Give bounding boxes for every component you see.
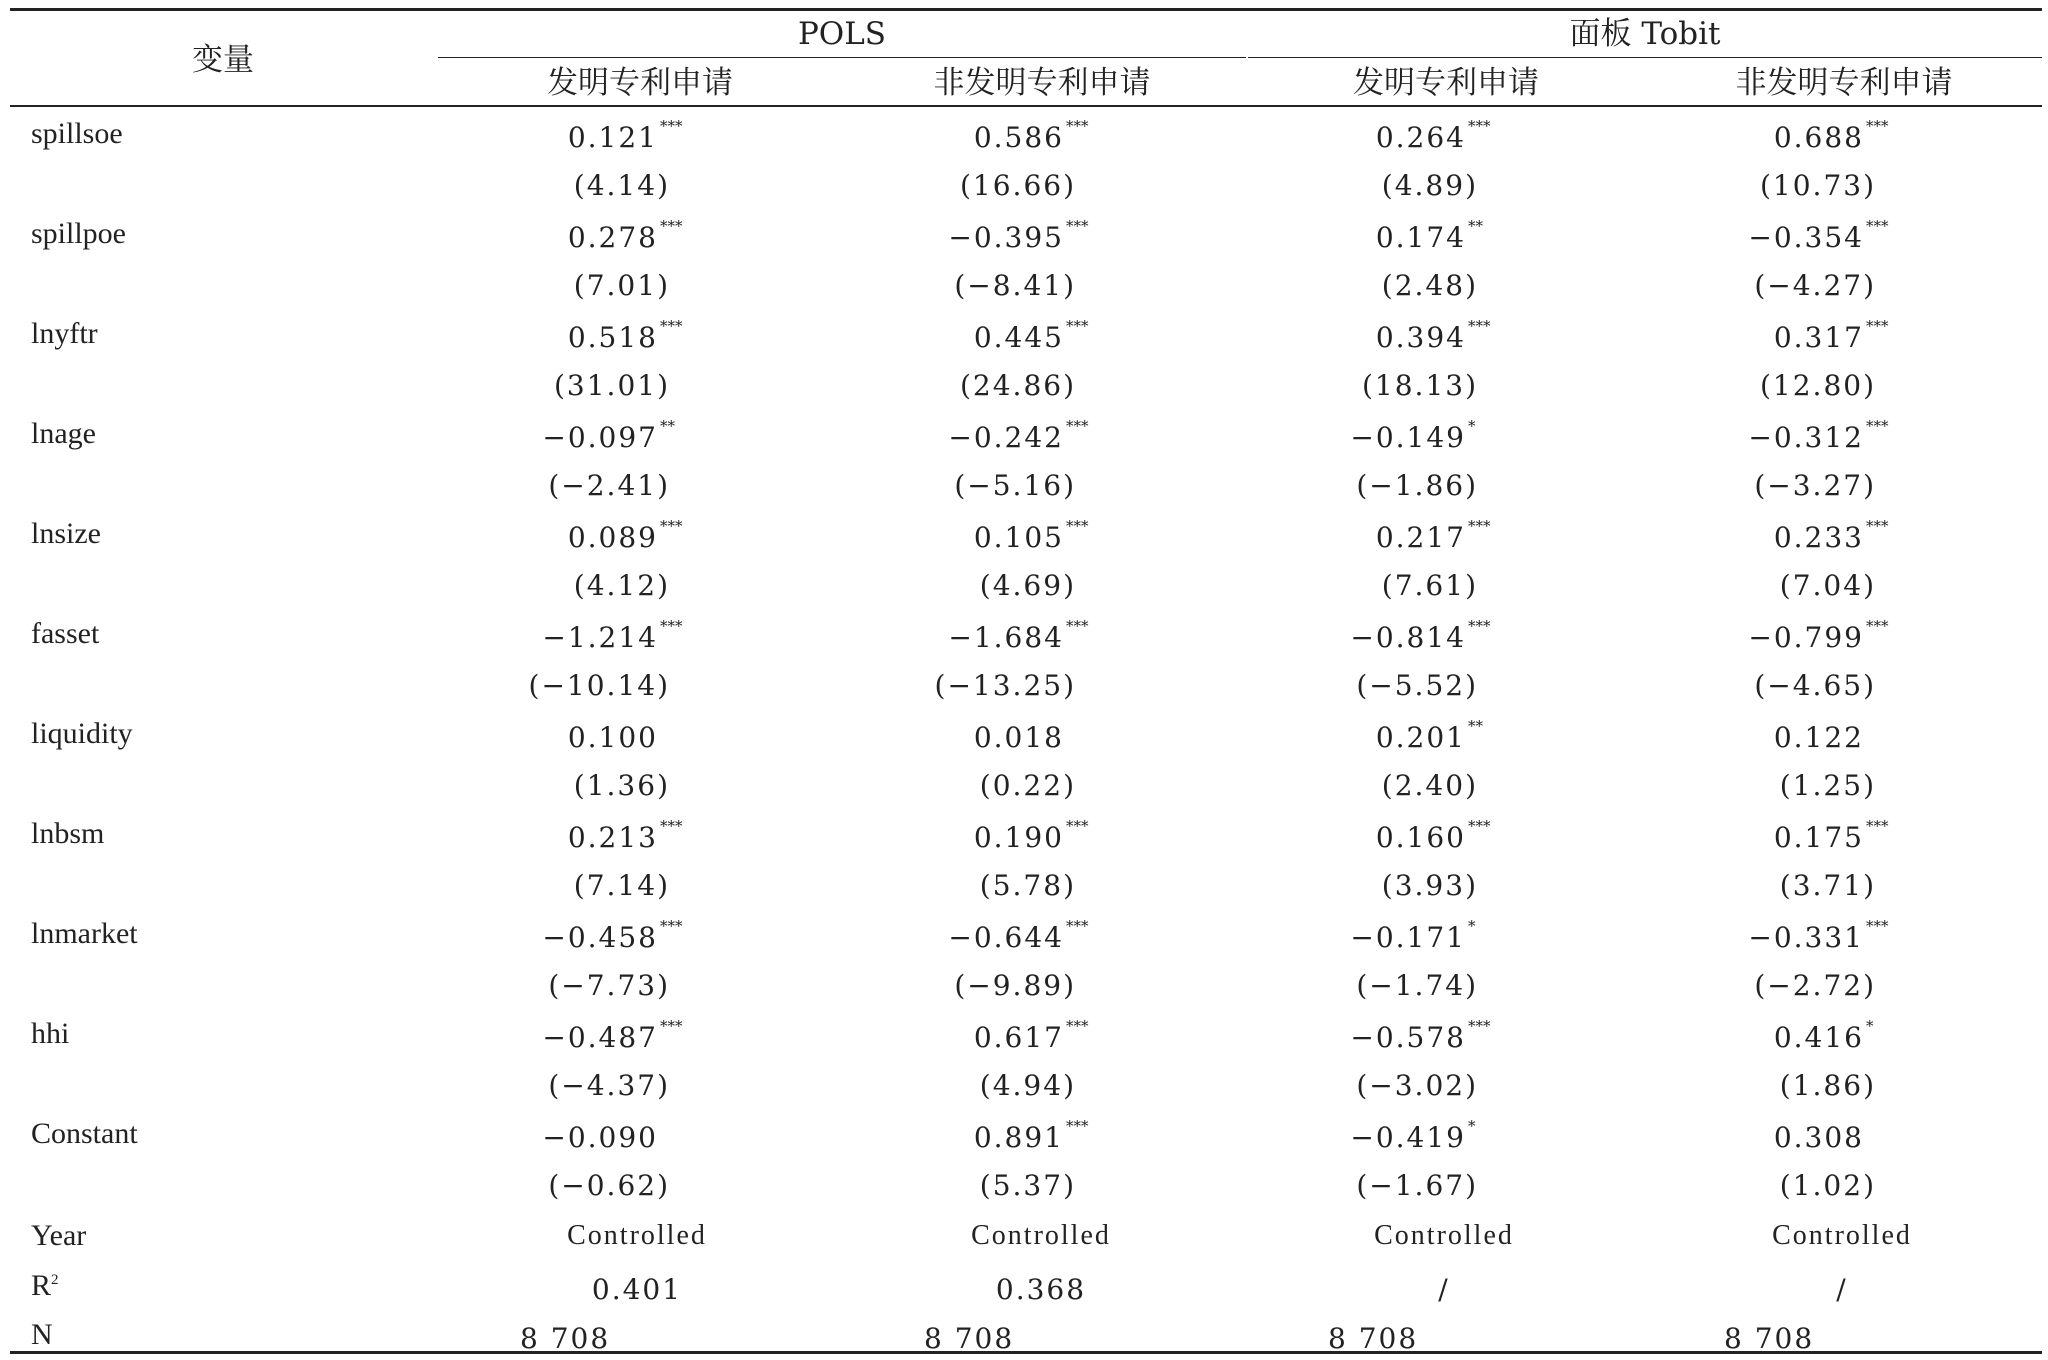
group-rule-pols — [438, 57, 1246, 58]
coefficient-value — [1350, 1117, 1476, 1154]
tstat-cell: (−4.27) — [1754, 269, 1876, 302]
tstat-cell: (−8.41) — [954, 269, 1076, 302]
coefficient-text: −0.242 — [948, 421, 1064, 454]
significance-stars: *** — [1468, 617, 1491, 635]
tstat-cell: (4.89) — [1381, 169, 1478, 202]
stub-header: 变量 — [192, 42, 254, 78]
row-label: hhi — [31, 1017, 70, 1050]
significance-stars: *** — [1468, 517, 1491, 535]
tstat-cell: (7.04) — [1779, 569, 1876, 602]
footer-label-text: R — [31, 1269, 52, 1302]
tstat-cell: (4.12) — [573, 569, 670, 602]
coefficient-text: −0.799 — [1748, 621, 1864, 654]
significance-stars: *** — [1468, 817, 1491, 835]
coefficient-value — [542, 417, 675, 454]
coefficient-text: 0.100 — [567, 721, 658, 754]
coefficient-cell — [1266, 217, 1483, 256]
coefficient-text: −0.171 — [1350, 921, 1466, 954]
row-label: fasset — [31, 617, 100, 650]
coefficient-value — [973, 517, 1089, 554]
tstat-cell: (1.36) — [573, 769, 670, 802]
coefficient-text: −0.395 — [948, 221, 1064, 254]
significance-stars: *** — [660, 817, 683, 835]
row-label: lnyftr — [31, 317, 98, 350]
tstat-cell: (5.78) — [979, 869, 1076, 902]
significance-stars: *** — [1866, 317, 1889, 335]
coefficient-text: 0.105 — [973, 521, 1064, 554]
coefficient-cell — [1664, 617, 1889, 656]
coefficient-value — [1375, 817, 1491, 854]
significance-stars: *** — [660, 1017, 683, 1035]
significance-stars: *** — [1866, 117, 1889, 135]
coefficient-value — [1773, 117, 1889, 154]
tstat-cell: (1.02) — [1779, 1169, 1876, 1202]
coefficient-text: 0.201 — [1375, 721, 1466, 754]
coefficient-value — [1748, 217, 1889, 254]
coefficient-text: 0.688 — [1773, 121, 1864, 154]
coefficient-text: −0.149 — [1350, 421, 1466, 454]
top-rule — [10, 8, 2042, 11]
group-header-tobit: 面板 Tobit — [1569, 16, 1721, 52]
significance-stars: *** — [1468, 117, 1491, 135]
coefficient-text: 0.217 — [1375, 521, 1466, 554]
row-label: Constant — [31, 1117, 138, 1150]
coefficient-value — [1774, 721, 1864, 754]
coefficient-text: 0.416 — [1773, 1021, 1864, 1054]
tstat-cell: (−3.27) — [1754, 469, 1876, 502]
coefficient-cell — [1266, 1017, 1491, 1056]
coefficient-value — [568, 721, 658, 754]
significance-stars: *** — [1866, 617, 1889, 635]
coefficient-value — [1773, 1017, 1874, 1054]
coefficient-value — [1773, 517, 1889, 554]
tstat-cell: (3.93) — [1381, 869, 1478, 902]
footer-value: / — [1836, 1273, 1848, 1306]
coefficient-text: 0.518 — [567, 321, 658, 354]
coefficient-text: 0.308 — [1773, 1121, 1864, 1154]
significance-stars: ** — [1468, 217, 1483, 235]
coefficient-value — [948, 917, 1089, 954]
tstat-cell: (−2.41) — [548, 469, 670, 502]
tstat-cell: (−4.65) — [1754, 669, 1876, 702]
tstat-cell: (3.71) — [1779, 869, 1876, 902]
significance-stars: *** — [1866, 817, 1889, 835]
coefficient-cell — [458, 917, 683, 956]
coefficient-value — [1375, 117, 1491, 154]
coefficient-text: −0.419 — [1350, 1121, 1466, 1154]
column-header-pols-invention: 发明专利申请 — [547, 65, 733, 101]
coefficient-value — [542, 1017, 683, 1054]
coefficient-text: 0.190 — [973, 821, 1064, 854]
coefficient-value — [1350, 617, 1491, 654]
coefficient-cell — [1266, 917, 1476, 956]
coefficient-cell — [864, 317, 1089, 356]
significance-stars: *** — [1468, 1017, 1491, 1035]
row-label: liquidity — [31, 717, 133, 750]
significance-stars: ** — [1468, 717, 1483, 735]
tstat-cell: (2.40) — [1381, 769, 1478, 802]
coefficient-value — [1773, 317, 1889, 354]
significance-stars: *** — [1066, 117, 1089, 135]
footer-label: N — [31, 1318, 53, 1351]
coefficient-cell — [864, 720, 1064, 756]
footer-value: 8 708 — [1328, 1322, 1419, 1355]
tstat-cell: (0.22) — [979, 769, 1076, 802]
coefficient-text: 0.174 — [1375, 221, 1466, 254]
coefficient-cell — [458, 517, 683, 556]
significance-stars: *** — [1066, 917, 1089, 935]
coefficient-value — [948, 617, 1089, 654]
coefficient-text: 0.233 — [1773, 521, 1864, 554]
significance-stars: *** — [660, 517, 683, 535]
coefficient-value — [1774, 1121, 1864, 1154]
coefficient-text: −0.644 — [948, 921, 1064, 954]
footer-value: 8 708 — [520, 1322, 611, 1355]
coefficient-cell — [1664, 517, 1889, 556]
group-rule-tobit — [1248, 57, 2042, 58]
coefficient-text: 0.445 — [973, 321, 1064, 354]
coefficient-value — [1773, 817, 1889, 854]
significance-stars: *** — [660, 917, 683, 935]
coefficient-cell — [1266, 517, 1491, 556]
coefficient-cell — [1664, 720, 1864, 756]
coefficient-value — [567, 817, 683, 854]
column-header-tobit-noninvention: 非发明专利申请 — [1735, 65, 1953, 101]
tstat-cell: (7.61) — [1381, 569, 1478, 602]
footer-value: 0.401 — [591, 1273, 683, 1306]
tstat-cell: (2.48) — [1381, 269, 1478, 302]
significance-stars: * — [1468, 417, 1476, 435]
coefficient-cell — [864, 1117, 1089, 1156]
coefficient-value — [567, 117, 683, 154]
coefficient-cell — [864, 417, 1089, 456]
coefficient-text: −0.331 — [1748, 921, 1864, 954]
significance-stars: *** — [1468, 317, 1491, 335]
coefficient-cell — [458, 817, 683, 856]
tstat-cell: (4.69) — [979, 569, 1076, 602]
significance-stars: *** — [660, 117, 683, 135]
coefficient-cell — [864, 217, 1089, 256]
coefficient-text: −0.578 — [1350, 1021, 1466, 1054]
column-header-tobit-invention: 发明专利申请 — [1353, 65, 1539, 101]
tstat-cell: (4.94) — [979, 1069, 1076, 1102]
significance-stars: *** — [1066, 817, 1089, 835]
coefficient-text: −1.214 — [542, 621, 658, 654]
footer-value: Controlled — [1374, 1220, 1514, 1251]
footer-value: 8 708 — [924, 1322, 1015, 1355]
coefficient-text: −0.354 — [1748, 221, 1864, 254]
significance-stars: * — [1468, 1117, 1476, 1135]
significance-stars: * — [1468, 917, 1476, 935]
coefficient-cell — [458, 417, 675, 456]
row-label: lnsize — [31, 517, 101, 550]
regression-table — [10, 8, 2042, 1358]
significance-stars: *** — [660, 217, 683, 235]
coefficient-cell — [1266, 317, 1491, 356]
significance-stars: * — [1866, 1017, 1874, 1035]
row-label: lnage — [31, 417, 96, 450]
coefficient-cell — [1664, 1017, 1874, 1056]
coefficient-cell — [1664, 117, 1889, 156]
coefficient-text: 0.175 — [1773, 821, 1864, 854]
coefficient-text: 0.891 — [973, 1121, 1064, 1154]
coefficient-cell — [458, 117, 683, 156]
row-label: spillsoe — [31, 117, 123, 150]
row-label: lnbsm — [31, 817, 105, 850]
coefficient-value — [973, 1017, 1089, 1054]
coefficient-value — [567, 317, 683, 354]
tstat-cell: (−5.52) — [1356, 669, 1478, 702]
tstat-cell: (−4.37) — [548, 1069, 670, 1102]
coefficient-text: −0.814 — [1350, 621, 1466, 654]
coefficient-text: 0.264 — [1375, 121, 1466, 154]
coefficient-cell — [1266, 1117, 1476, 1156]
coefficient-cell — [1664, 917, 1889, 956]
coefficient-value — [542, 1121, 658, 1154]
significance-stars: *** — [1066, 617, 1089, 635]
coefficient-value — [973, 117, 1089, 154]
coefficient-value — [974, 721, 1064, 754]
coefficient-value — [1748, 417, 1889, 454]
coefficient-value — [948, 217, 1089, 254]
tstat-cell: (16.66) — [959, 169, 1076, 202]
tstat-cell: (−1.67) — [1356, 1169, 1478, 1202]
coefficient-text: 0.018 — [973, 721, 1064, 754]
significance-stars: *** — [1066, 1117, 1089, 1135]
tstat-cell: (24.86) — [959, 369, 1076, 402]
coefficient-cell — [1266, 117, 1491, 156]
coefficient-text: 0.586 — [973, 121, 1064, 154]
footer-value: / — [1438, 1273, 1450, 1306]
tstat-cell: (−13.25) — [934, 669, 1076, 702]
coefficient-cell — [1664, 417, 1889, 456]
coefficient-cell — [458, 617, 683, 656]
coefficient-text: 0.160 — [1375, 821, 1466, 854]
coefficient-cell — [458, 1120, 658, 1156]
tstat-cell: (1.86) — [1779, 1069, 1876, 1102]
coefficient-value — [1375, 317, 1491, 354]
tstat-cell: (−10.14) — [528, 669, 670, 702]
coefficient-cell — [864, 517, 1089, 556]
tstat-cell: (31.01) — [553, 369, 670, 402]
tstat-cell: (10.73) — [1759, 169, 1876, 202]
coefficient-text: −0.487 — [542, 1021, 658, 1054]
coefficient-value — [542, 917, 683, 954]
significance-stars: *** — [1866, 217, 1889, 235]
coefficient-cell — [1266, 417, 1476, 456]
coefficient-cell — [864, 1017, 1089, 1056]
coefficient-value — [973, 1117, 1089, 1154]
coefficient-value — [1748, 617, 1889, 654]
coefficient-value — [948, 417, 1089, 454]
footer-value: 8 708 — [1724, 1322, 1815, 1355]
significance-stars: *** — [1866, 417, 1889, 435]
header-rule — [10, 105, 2042, 107]
coefficient-text: −1.684 — [948, 621, 1064, 654]
coefficient-text: −0.458 — [542, 921, 658, 954]
footer-value: 0.368 — [995, 1273, 1087, 1306]
coefficient-value — [1350, 917, 1476, 954]
significance-stars: *** — [1066, 1017, 1089, 1035]
significance-stars: *** — [660, 317, 683, 335]
significance-stars: *** — [1866, 517, 1889, 535]
coefficient-text: 0.278 — [567, 221, 658, 254]
coefficient-cell — [458, 1017, 683, 1056]
coefficient-value — [542, 617, 683, 654]
tstat-cell: (5.37) — [979, 1169, 1076, 1202]
coefficient-cell — [1266, 717, 1483, 756]
coefficient-cell — [1664, 817, 1889, 856]
column-header-pols-noninvention: 非发明专利申请 — [933, 65, 1151, 101]
coefficient-value — [567, 217, 683, 254]
coefficient-cell — [458, 317, 683, 356]
coefficient-value — [567, 517, 683, 554]
coefficient-text: −0.312 — [1748, 421, 1864, 454]
coefficient-value — [973, 317, 1089, 354]
coefficient-text: −0.090 — [542, 1121, 658, 1154]
coefficient-cell — [864, 817, 1089, 856]
tstat-cell: (−1.86) — [1356, 469, 1478, 502]
footer-label-superscript: 2 — [51, 1272, 59, 1288]
tstat-cell: (−5.16) — [954, 469, 1076, 502]
significance-stars: ** — [660, 417, 675, 435]
coefficient-cell — [1266, 817, 1491, 856]
coefficient-value — [1375, 217, 1483, 254]
footer-label: Year — [31, 1219, 87, 1252]
coefficient-value — [1748, 917, 1889, 954]
coefficient-text: 0.089 — [567, 521, 658, 554]
significance-stars: *** — [1066, 417, 1089, 435]
tstat-cell: (−2.72) — [1754, 969, 1876, 1002]
tstat-cell: (−3.02) — [1356, 1069, 1478, 1102]
coefficient-text: 0.617 — [973, 1021, 1064, 1054]
significance-stars: *** — [660, 617, 683, 635]
coefficient-text: 0.121 — [567, 121, 658, 154]
tstat-cell: (−9.89) — [954, 969, 1076, 1002]
tstat-cell: (7.01) — [573, 269, 670, 302]
significance-stars: *** — [1066, 317, 1089, 335]
row-label: spillpoe — [31, 217, 126, 250]
coefficient-cell — [1664, 217, 1889, 256]
tstat-cell: (−7.73) — [548, 969, 670, 1002]
coefficient-value — [1350, 417, 1476, 454]
coefficient-cell — [458, 217, 683, 256]
coefficient-text: −0.097 — [542, 421, 658, 454]
coefficient-cell — [864, 917, 1089, 956]
significance-stars: *** — [1866, 917, 1889, 935]
footer-label-wrap — [31, 1269, 59, 1302]
coefficient-cell — [1664, 317, 1889, 356]
tstat-cell: (12.80) — [1759, 369, 1876, 402]
coefficient-value — [1350, 1017, 1491, 1054]
tstat-cell: (−1.74) — [1356, 969, 1478, 1002]
tstat-cell: (7.14) — [573, 869, 670, 902]
coefficient-text: 0.394 — [1375, 321, 1466, 354]
coefficient-text: 0.122 — [1773, 721, 1864, 754]
tstat-cell: (−0.62) — [548, 1169, 670, 1202]
footer-value: Controlled — [567, 1220, 707, 1251]
coefficient-cell — [458, 720, 658, 756]
coefficient-cell — [1664, 1120, 1864, 1156]
coefficient-text: 0.213 — [567, 821, 658, 854]
coefficient-value — [1375, 517, 1491, 554]
coefficient-cell — [864, 617, 1089, 656]
coefficient-value — [1375, 717, 1483, 754]
group-header-pols: POLS — [797, 16, 887, 52]
significance-stars: *** — [1066, 217, 1089, 235]
tstat-cell: (1.25) — [1779, 769, 1876, 802]
coefficient-cell — [1266, 617, 1491, 656]
footer-label — [31, 1268, 59, 1304]
row-label: lnmarket — [31, 917, 138, 950]
footer-value: Controlled — [1772, 1220, 1912, 1251]
coefficient-text: 0.317 — [1773, 321, 1864, 354]
coefficient-value — [973, 817, 1089, 854]
tstat-cell: (18.13) — [1361, 369, 1478, 402]
significance-stars: *** — [1066, 517, 1089, 535]
coefficient-cell — [864, 117, 1089, 156]
footer-value: Controlled — [971, 1220, 1111, 1251]
tstat-cell: (4.14) — [573, 169, 670, 202]
